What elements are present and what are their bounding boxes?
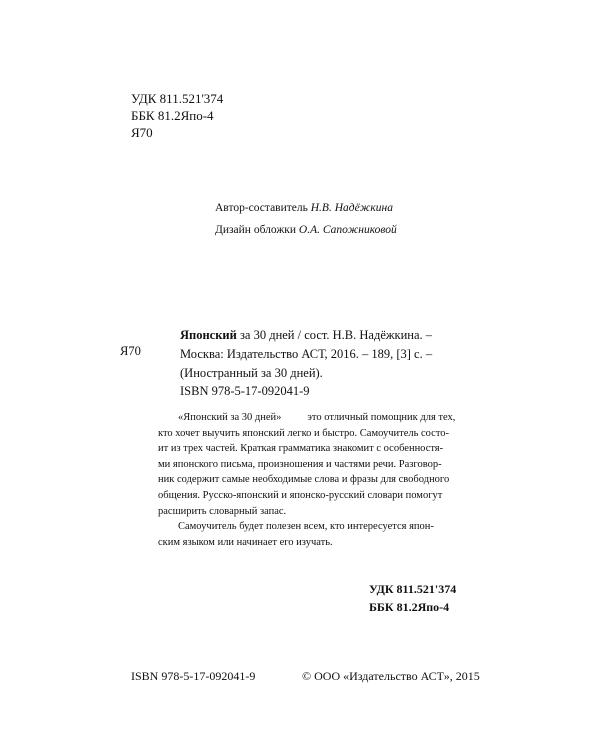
annotation-line-text: это отличный помощник для тех,: [307, 412, 456, 423]
bibliographic-line-3: (Иностранный за 30 дней).: [180, 366, 323, 380]
annotation-line: ит из трех частей. Краткая грамматика знакомит с особенностя-: [158, 443, 444, 455]
annotation-line: ским языком или начинает его изучать.: [158, 536, 333, 548]
bbk-code: ББК 81.2Япо-4: [369, 600, 450, 614]
annotation-line: [158, 410, 488, 426]
annotation-line: ми японского письма, произношения и частями речи. Разговор-: [158, 458, 442, 470]
compiler-name: Н.В. Надёжкина: [310, 202, 393, 214]
udk-code: УДК 811.521'374: [131, 91, 224, 106]
cover-design-credit: [215, 219, 397, 241]
author-mark: Я70: [131, 125, 153, 140]
footer-copyright: © ООО «Издательство АСТ», 2015: [302, 669, 480, 683]
compiler-credit: [215, 197, 397, 219]
cover-designer-name: О.А. Сапожниковой: [298, 224, 397, 236]
cover-design-label: Дизайн обложки: [215, 224, 297, 236]
bibliographic-line-2: Москва: Издательство АСТ, 2016. – 189, [3] с. –: [180, 347, 433, 361]
credits-block: [215, 197, 397, 241]
isbn-record: ISBN 978-5-17-092041-9: [180, 384, 310, 398]
classification-block-top: [131, 90, 223, 141]
annotation-line: кто хочет выучить японский легко и быстро. Самоучитель состо-: [158, 427, 450, 439]
bibliographic-line-1: [180, 326, 432, 345]
annotation-line: ник содержит самые необходимые слова и фразы для свободного: [158, 474, 450, 486]
annotation-line: расширить словарный запас.: [158, 505, 287, 517]
bibliographic-record: [180, 326, 432, 383]
footer-isbn: ISBN 978-5-17-092041-9: [131, 669, 256, 683]
bbk-code: ББК 81.2Япо-4: [131, 108, 214, 123]
annotation-line: Самоучитель будет полезен всем, кто интересуется япон-: [178, 521, 434, 533]
classification-block-bottom: [369, 580, 456, 616]
udk-code: УДК 811.521'374: [369, 582, 457, 596]
bibliographic-line-1-rest: за 30 дней / сост. Н.В. Надёжкина. –: [236, 328, 433, 342]
annotation-quote: «Японский за 30 дней»: [178, 412, 282, 423]
annotation-line: общения. Русско-японский и японско-русский словари помогут: [158, 489, 443, 501]
bibliographic-author-mark: Я70: [120, 344, 141, 358]
compiler-label: Автор-составитель: [215, 202, 308, 214]
book-title: Японский: [180, 328, 237, 342]
annotation-block: [158, 410, 488, 550]
